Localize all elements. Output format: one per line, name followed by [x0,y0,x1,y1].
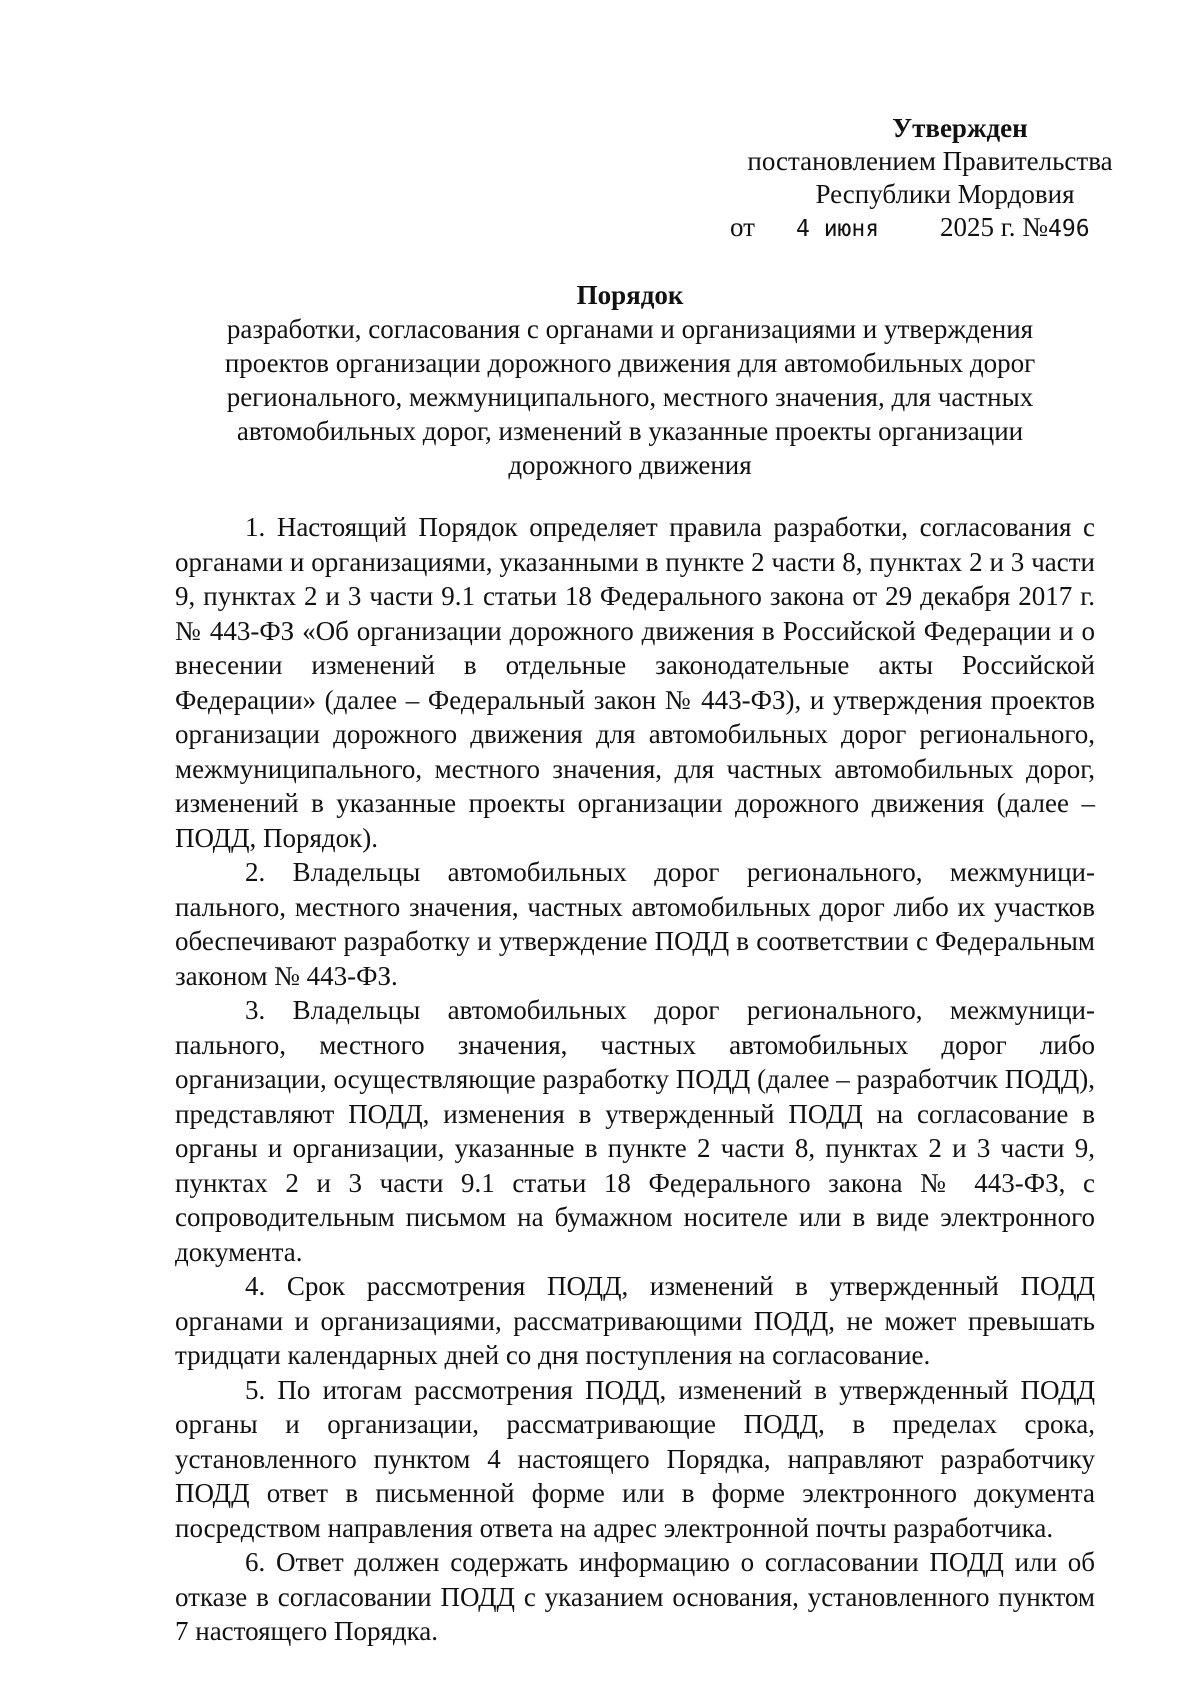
document-body [175,510,1095,1649]
paragraph-1: 1. Настоящий Порядок определяет правила разработки, согласования с органами и организациями, указанными в пункте 2 части 8, пунктах 2 и 3 части 9, пунктах 2 и 3 части 9.1 статьи 18 Федерального закона от 29 декабря 2017 г. № 443-ФЗ «Об организации дорожного движения в Российской Федерации и о внесении изменений в отдельные законодательные акты Российской Федерации» (далее – Федеральный закон № 443-ФЗ), и утверждения проектов организации дорожного движения для автомобильных дорог регионального, межмуниципального, местного значения, для частных автомобильных дорог, изменений в указанные проекты организации дорожного движения (далее – ПОДД, Порядок). [175,512,1095,853]
title-subtitle-line: разработки, согласования с органами и организациями и утверждения [226,314,1034,344]
approval-number: 496 [1048,216,1090,242]
date-prefix: от [730,212,755,242]
title-main: Порядок [576,280,684,310]
title-subtitle-line: автомобильных дорог, изменений в указанные проекты организации [236,416,1024,446]
approval-date-year: 2025 г. № [940,212,1049,242]
approval-date-line [700,211,1140,246]
title-subtitle-line: регионального, межмуниципального, местного значения, для частных [226,382,1034,412]
paragraph-4: 4. Срок рассмотрения ПОДД, изменений в утвержденный ПОДД органами и организациями, рассматривающими ПОДД, не может превышать тридцати календарных дней со дня поступления на согласование. [175,1271,1095,1370]
approval-heading: Утвержден [892,113,1028,143]
approval-region: Республики Мордовия [815,179,1075,209]
paragraph-3: 3. Владельцы автомобильных дорог регионального, межмуници-пального, местного значения, частных автомобильных дорог либо организации, осуществляющие разработку ПОДД (далее – разработчик ПОДД), представляют ПОДД, изменения в утвержденный ПОДД на согласование в органы и организации, указанные в пункте 2 части 8, пунктах 2 и 3 части 9, пунктах 2 и 3 части 9.1 статьи 18 Федерального закона № 443-ФЗ, с сопроводительным письмом на бумажном носителе или в виде электронного документа. [175,995,1095,1267]
approval-date-day: 4 июня [796,216,880,242]
approval-block [700,112,1140,246]
paragraph-5: 5. По итогам рассмотрения ПОДД, изменений в утвержденный ПОДД органы и организации, рассматривающие ПОДД, в пределах срока, установленного пунктом 4 настоящего Порядка, направляют разработчику ПОДД ответ в письменной форме или в форме электронного документа посредством направления ответа на адрес электронной почты разработчика. [175,1374,1095,1543]
document-title [170,278,1090,482]
paragraph-2: 2. Владельцы автомобильных дорог регионального, межмуници-пального, местного значения, частных автомобильных дорог либо их участков обеспечивают разработку и утверждение ПОДД в соответствии с Федеральным законом № 443-ФЗ. [175,857,1095,991]
title-subtitle-line: проектов организации дорожного движения для автомобильных дорог [224,348,1036,378]
paragraph-6: 6. Ответ должен содержать информацию о согласовании ПОДД или об отказе в согласовании ПОДД с указанием основания, установленного пунктом 7 настоящего Порядка. [175,1547,1095,1646]
approval-authority: постановлением Правительства [747,146,1113,176]
title-subtitle-line: дорожного движения [508,450,752,480]
